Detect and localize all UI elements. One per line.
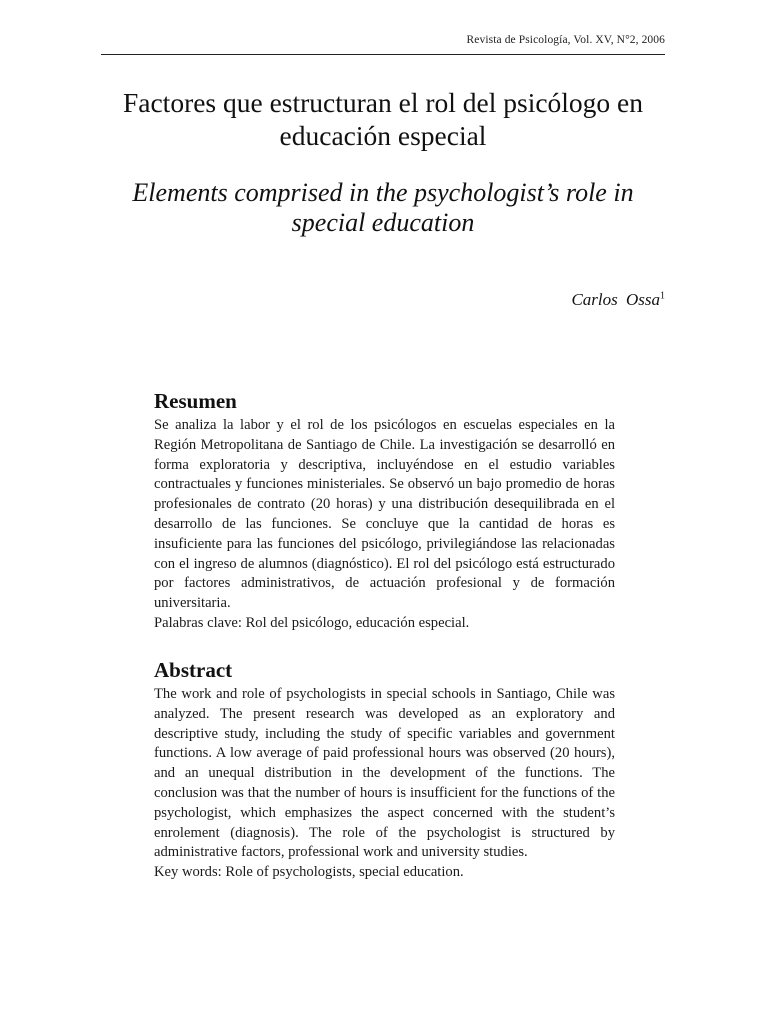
author-name: Carlos Ossa <box>571 290 660 309</box>
resumen-heading: Resumen <box>154 389 237 413</box>
abstract-keywords: Key words: Role of psychologists, special education. <box>154 864 464 881</box>
article-title: Factores que estructuran el rol del psicólogo en educación especial <box>122 87 644 151</box>
running-head: Revista de Psicología, Vol. XV, N°2, 2006 <box>466 34 665 46</box>
resumen-body: Se analiza la labor y el rol de los psicólogos en escuelas especiales en la Región Metropolitana de Santiago de Chile. La investigación se desarrolló en forma exploratoria y descriptiva, incluyéndose en el estudio variables contractuales y funciones ministeriales. Se observó un bajo promedio de horas profesionales de contrato (20 horas) y una distribución desequilibrada en el desarrollo de las funciones. Se concluye que la cantidad de horas es insuficiente para las funciones del psicólogo, privilegiándose las relacionadas con el ingreso de alumnos (diagnóstico). El rol del psicólogo está estructurado por factores administrativos, de actuación profesional y de formación universitaria. <box>154 417 615 612</box>
author-footnote-mark: 1 <box>660 290 665 302</box>
resumen-section <box>154 388 615 634</box>
abstract-body: The work and role of psychologists in special schools in Santiago, Chile was analyzed. The present research was developed as an exploratory and descriptive study, including the study of specific variables and government functions. A low average of paid professional hours was observed (20 hours), and an unequal distribution in the development of the functions. The conclusion was that the number of hours is insufficient for the functions of the psychologist, which emphasizes the aspect concerned with the student’s enrolement (diagnosis). The role of the psychologist is structured by administrative factors, professional work and university studies. <box>154 686 615 861</box>
header-rule <box>101 54 665 55</box>
abstract-section <box>154 657 615 883</box>
abstract-heading: Abstract <box>154 658 233 682</box>
author-line <box>571 290 665 310</box>
resumen-keywords: Palabras clave: Rol del psicólogo, educación especial. <box>154 614 470 631</box>
article-subtitle: Elements comprised in the psychologist’s role in special education <box>132 178 634 237</box>
